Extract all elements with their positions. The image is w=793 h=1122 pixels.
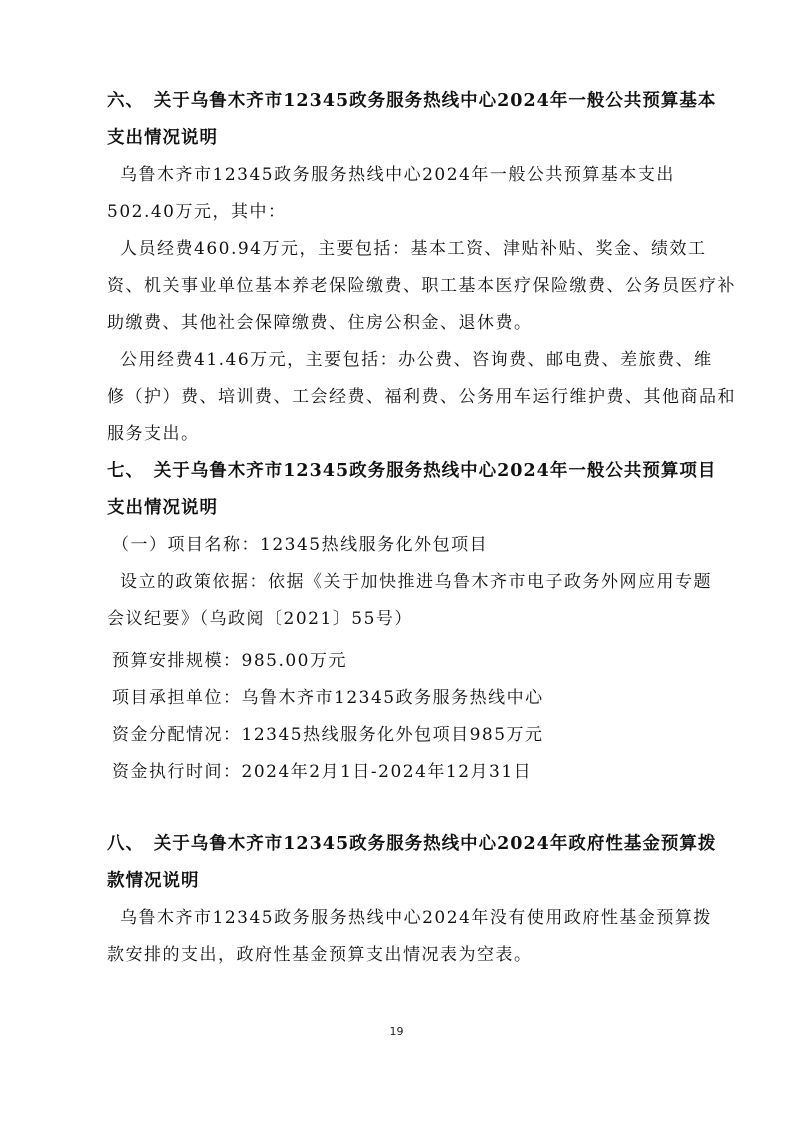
section6-paragraph3-line3: 服务支出。: [107, 424, 200, 444]
section6-heading-line2: 支出情况说明: [107, 128, 218, 148]
section7-heading-line1: 七、 关于乌鲁木齐市12345政务服务热线中心2024年一般公共预算项目: [107, 461, 717, 481]
section7-heading-line2: 支出情况说明: [107, 498, 218, 518]
section8-heading-line2: 款情况说明: [107, 871, 200, 891]
section7-undertaker: 项目承担单位：乌鲁木齐市12345政务服务热线中心: [112, 688, 544, 708]
section6-paragraph2-line1: 人员经费460.94万元，主要包括：基本工资、津贴补贴、奖金、绩效工: [120, 239, 707, 259]
section8-paragraph1-line2: 款安排的支出，政府性基金预算支出情况表为空表。: [107, 945, 533, 965]
section6-paragraph2-line2: 资、机关事业单位基本养老保险缴费、职工基本医疗保险缴费、公务员医疗补: [107, 276, 736, 296]
section7-budget-scale: 预算安排规模：985.00万元: [112, 651, 347, 671]
section6-paragraph1-line1: 乌鲁木齐市12345政务服务热线中心2024年一般公共预算基本支出: [120, 165, 675, 185]
section6-paragraph3-line2: 修（护）费、培训费、工会经费、福利费、公务用车运行维护费、其他商品和: [107, 387, 736, 407]
section8-heading-line1: 八、 关于乌鲁木齐市12345政务服务热线中心2024年政府性基金预算拨: [107, 834, 717, 854]
page-number: 19: [389, 1025, 404, 1038]
section6-paragraph2-line3: 助缴费、其他社会保障缴费、住房公积金、退休费。: [107, 313, 533, 333]
section6-heading-line1: 六、 关于乌鲁木齐市12345政务服务热线中心2024年一般公共预算基本: [107, 91, 717, 111]
section8-paragraph1-line1: 乌鲁木齐市12345政务服务热线中心2024年没有使用政府性基金预算拨: [120, 908, 712, 928]
section7-policy-line2: 会议纪要》（乌政阅〔2021〕55号）: [107, 609, 413, 629]
section7-policy-line1: 设立的政策依据：依据《关于加快推进乌鲁木齐市电子政务外网应用专题: [120, 572, 712, 592]
section7-allocation: 资金分配情况：12345热线服务化外包项目985万元: [112, 725, 544, 745]
section6-paragraph3-line1: 公用经费41.46万元，主要包括：办公费、咨询费、邮电费、差旅费、维: [120, 350, 713, 370]
section7-project-name: （一）项目名称：12345热线服务化外包项目: [112, 535, 489, 555]
section7-execution-time: 资金执行时间：2024年2月1日-2024年12月31日: [112, 762, 533, 782]
section6-paragraph1-line2: 502.40万元，其中：: [107, 202, 287, 222]
